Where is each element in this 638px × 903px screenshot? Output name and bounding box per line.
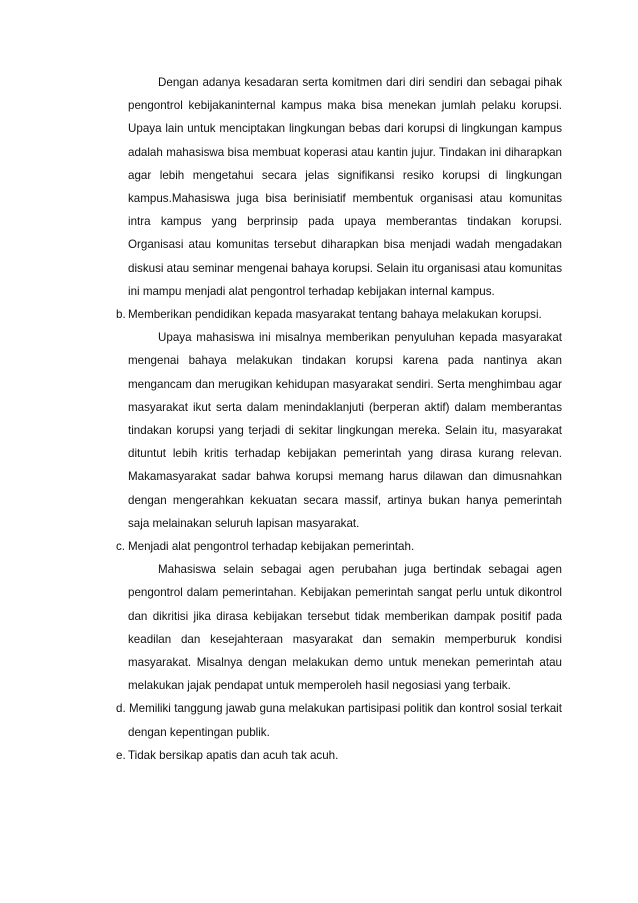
paragraph-masyarakat: Upaya mahasiswa ini misalnya memberikan penyuluhan kepada masyarakat mengenai bahaya melakukan tindakan korupsi karena pada nantinya akan mengancam dan merugikan kehidupan masyarakat sendiri. Serta menghimbau agar masyarakat ikut serta dalam menindaklanjuti (berperan aktif) dalam memberantas tindakan korupsi yang terjadi di sekitar lingkungan mereka. Selain itu, masyarakat dituntut lebih kritis terhadap kebijakan pemerintah yang dirasa kurang relevan. Makamasyarakat sadar bahwa korupsi memang harus dilawan dan dimusnahkan dengan mengerahkan kekuatan secara massif, artinya bukan hanya pemerintah saja melainakan seluruh lapisan masyarakat. — [128, 331, 562, 530]
list-text-d: Memiliki tanggung jawab guna melakukan partisipasi politik dan kontrol sosial terkait dengan kepentingan publik. — [128, 702, 562, 739]
list-marker-c: c. — [116, 540, 126, 554]
list-text-e: Tidak bersikap apatis dan acuh tak acuh. — [128, 748, 339, 762]
list-item-c — [116, 535, 562, 558]
paragraph-pemerintah: Mahasiswa selain sebagai agen perubahan juga bertindak sebagai agen pengontrol dalam pemerintahan. Kebijakan pemerintah sangat perlu untuk dikontrol dan dikritisi jika dirasa kebijakan tersebut tidak memberikan dampak positif pada keadilan dan kesejahteraan masyarakat dan semakin memperburuk kondisi masyarakat. Misalnya dengan melakukan demo untuk menekan pemerintah atau melakukan jajak pendapat untuk memperoleh hasil negosiasi yang terbaik. — [128, 563, 562, 693]
list-marker-e: e. — [116, 748, 126, 762]
paragraph-kampus: Dengan adanya kesadaran serta komitmen dari diri sendiri dan sebagai pihak pengontrol kebijakaninternal kampus maka bisa menekan jumlah pelaku korupsi. Upaya lain untuk menciptakan lingkungan bebas dari korupsi di lingkungan kampus adalah mahasiswa bisa membuat koperasi atau kantin jujur. Tindakan ini diharapkan agar lebih mengetahui secara jelas signifikansi resiko korupsi di lingkungan kampus.Mahasiswa juga bisa berinisiatif membentuk organisasi atau komunitas intra kampus yang berprinsip pada upaya memberantas tindakan korupsi. Organisasi atau komunitas tersebut diharapkan bisa menjadi wadah mengadakan diskusi atau seminar mengenai bahaya korupsi. Selain itu organisasi atau komunitas ini mampu menjadi alat pengontrol terhadap kebijakan internal kampus. — [128, 76, 562, 298]
document-body — [116, 71, 562, 767]
list-item-d — [116, 697, 562, 743]
list-marker-b: b. — [116, 308, 126, 322]
list-text-b: Memberikan pendidikan kepada masyarakat tentang bahaya melakukan korupsi. — [128, 308, 542, 322]
list-item-b — [116, 303, 562, 326]
list-marker-d: d. — [116, 702, 126, 716]
list-item-e — [116, 744, 562, 767]
list-text-c: Menjadi alat pengontrol terhadap kebijakan pemerintah. — [128, 540, 415, 554]
